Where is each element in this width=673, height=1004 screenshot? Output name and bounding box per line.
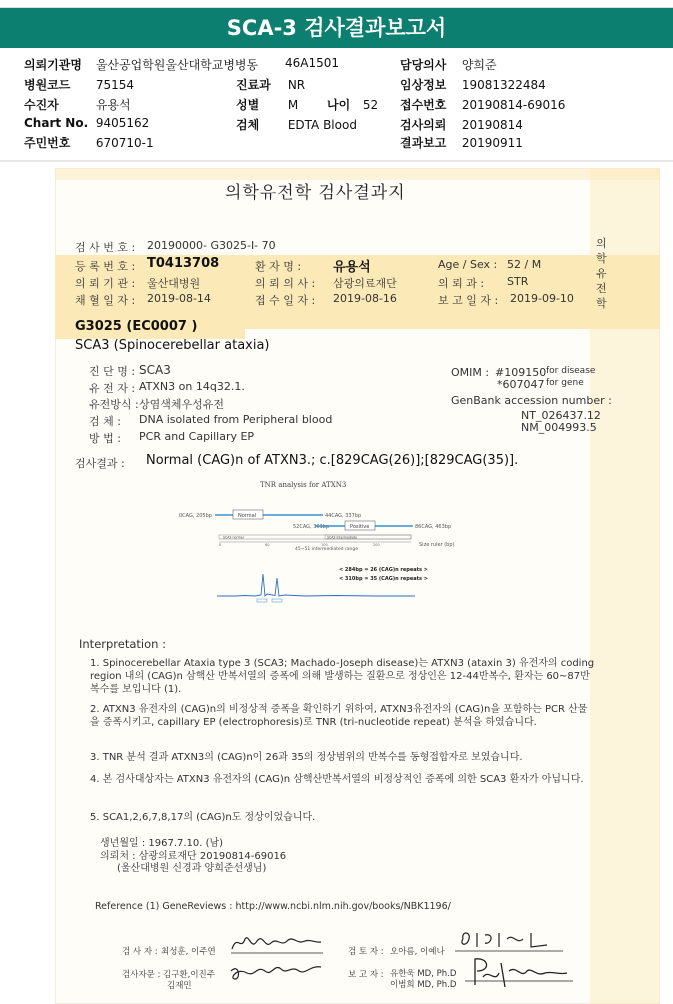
supervisor: 김구환,이진주 <box>163 970 215 980</box>
tick-1: 60 <box>265 543 270 547</box>
collect-date: 2019-08-14 <box>147 292 211 305</box>
doctor: 삼광의료재단 <box>333 277 397 290</box>
omim-label: OMIM : <box>451 366 490 379</box>
report-title: SCA-3 검사결과보고서 <box>0 8 673 48</box>
info-value: 20190911 <box>461 136 523 150</box>
side-vertical-text: 의학유전학 <box>596 237 607 310</box>
label-86: 86CAG, 463bp <box>415 524 452 530</box>
info-value: M <box>287 98 299 112</box>
label-44: 44CAG, 337bp <box>325 513 362 519</box>
reg-no-label: 등 록 번 호 : <box>75 260 136 273</box>
reviewer: 오아름, 이예나 <box>390 947 445 957</box>
info-receipt-no <box>400 96 565 113</box>
info-resident-no <box>24 134 154 151</box>
genbank-label: GenBank accession number : <box>451 394 612 407</box>
label-positive: Positive <box>350 524 370 530</box>
omim2-note: for gene <box>546 378 584 388</box>
patient-name: 유용석 <box>333 260 371 275</box>
peak1-marker <box>257 599 267 602</box>
info-clinical <box>400 76 546 93</box>
peak2-marker <box>272 599 282 602</box>
test-code: G3025 (EC0007 ) <box>75 319 198 334</box>
tick-0: 0 <box>219 543 222 547</box>
method: PCR and Capillary EP <box>139 430 255 443</box>
collect-label: 채 혈 일 자 : <box>75 294 136 307</box>
peak2-label: < 310bp = 35 (CAG)n repeats > <box>339 576 428 582</box>
info-value: 46A1501 <box>285 56 340 70</box>
tick-2: 100 <box>321 543 328 547</box>
info-value: 19081322484 <box>461 78 546 92</box>
reporter-signature <box>465 953 575 993</box>
dept-label: 의 뢰 과 : <box>438 277 485 290</box>
examiner-label: 검 사 자 : <box>122 947 158 957</box>
examiner-signature <box>227 929 327 957</box>
genbank1: NT_026437.12 <box>521 409 601 422</box>
tnr-figure <box>175 478 475 606</box>
info-age <box>327 96 378 113</box>
info-label: 접수번호 <box>400 98 447 112</box>
info-label: 검체 <box>236 118 260 132</box>
info-label: 담당의사 <box>400 58 447 72</box>
dx: SCA3 <box>139 363 171 377</box>
receive-date: 2019-08-16 <box>333 292 397 305</box>
info-label: 나이 <box>327 98 351 112</box>
gene: ATXN3 on 14q32.1. <box>139 380 245 393</box>
supervisor-2: 김재민 <box>167 981 192 991</box>
gene-label: 유 전 자 : <box>89 382 136 395</box>
info-hospital-code <box>24 76 134 93</box>
document-title: 의학유전학 검사결과지 <box>225 183 406 203</box>
info-value: 양희준 <box>461 58 497 72</box>
info-value: NR <box>287 78 306 92</box>
info-chart-no <box>24 116 149 130</box>
info-institution <box>24 56 258 73</box>
result-label: 검사결과 : <box>75 457 125 470</box>
omim1: #109150 <box>495 366 547 379</box>
supervisor-label: 검사자문 : <box>122 970 161 980</box>
birth-date: 생년월일 : 1967.7.10. (남) <box>100 838 224 849</box>
info-label: 검사의뢰 <box>400 118 447 132</box>
label-normal: Normal <box>238 513 257 519</box>
test-name: SCA3 (Spinocerebellar ataxia) <box>75 338 270 353</box>
tick-3: 200 <box>373 543 380 547</box>
info-report-date <box>400 134 523 151</box>
info-request-date <box>400 116 523 133</box>
omim1-note: for disease <box>546 366 596 376</box>
info-label: 병원코드 <box>24 78 71 92</box>
interpretation-item-3: 3. TNR 분석 결과 ATXN3의 (CAG)n이 26과 35의 정상범위의 반복수를 동형접합자로 보였습니다. <box>90 752 523 763</box>
info-value: 20190814-69016 <box>461 98 566 112</box>
divider <box>0 160 673 162</box>
examiner: 최성훈, 이주연 <box>161 947 216 957</box>
doctor-label: 의 뢰 의 사 : <box>255 277 316 290</box>
interpretation-item-2: 2. ATXN3 유전자의 (CAG)n의 비정상적 증폭을 확인하기 위하여, ATXN3유전자의 (CAG)n을 포함하는 PCR 산물을 증폭시키고, capillary EP (electrophoresis)로 TNR (tri-nucleotide repeat) 분석을 하였습니다. <box>90 704 588 728</box>
figure-title: TNR analysis for ATXN3 <box>260 481 347 489</box>
reference: Reference (1) GeneReviews : http://www.ncbi.nlm.nih.gov/books/NBK1196/ <box>95 901 451 912</box>
info-value: 52 <box>362 98 379 112</box>
label-0cag: 0CAG, 205bp <box>179 513 212 519</box>
info-label: Chart No. <box>24 116 89 130</box>
info-label: 임상정보 <box>400 78 447 92</box>
reporter-label: 보 고 자 : <box>348 970 384 980</box>
size-ruler-label: Size ruler (bp) <box>419 542 455 548</box>
info-label: 주민번호 <box>24 136 71 150</box>
label-52: 52CAG, 361bp <box>293 524 330 530</box>
report-date-label: 보 고 일 자 : <box>438 294 499 307</box>
reviewer-label: 검 토 자 : <box>348 947 384 957</box>
info-department <box>236 76 305 93</box>
interpretation-item-1: 1. Spinocerebellar Ataxia type 3 (SCA3; Machado-Joseph disease)는 ATXN3 (ataxin 3) 유전자의 coding region 내의 (CAG)n 삼핵산 반복서열의 증폭에 의해 발생하는 질환으로 정상인은 12-44반복수, 환자는 60~87반복수를 보입니다 (1). <box>90 658 595 695</box>
omim2: *607047 <box>497 378 545 391</box>
top-border <box>0 0 673 8</box>
info-value: 20190814 <box>461 118 523 132</box>
scanned-report <box>55 168 660 1004</box>
requester-detail: (울산대병원 신경과 양희준선생님) <box>117 863 267 874</box>
exam-no: 20190000- G3025-I- 70 <box>147 239 276 252</box>
interpretation-item-4: 4. 본 검사대상자는 ATXN3 유전자의 (CAG)n 삼핵산반복서열의 비정상적인 증폭에 의한 SCA3 환자가 아닙니다. <box>90 774 584 785</box>
inst-label: 의 뢰 기 관 : <box>75 277 136 290</box>
ruler-left-label: SCA3 normal <box>223 535 244 540</box>
info-value: 울산공업학원울산대학교병병동 <box>95 58 259 72</box>
dx-label: 진 단 명 : <box>89 365 136 378</box>
reporter-1: 유한욱 MD, Ph.D <box>390 969 457 979</box>
range-label: 45~51 intermediated range <box>295 547 358 552</box>
info-patient <box>24 96 131 113</box>
peak1-label: < 284bp = 26 (CAG)n repeats > <box>339 567 428 573</box>
genbank2: NM_004993.5 <box>521 421 597 434</box>
info-label: 의뢰기관명 <box>24 58 82 72</box>
info-value: 75154 <box>95 78 135 92</box>
ruler-mid-label: SCA3 intermediate <box>327 535 357 540</box>
specimen: DNA isolated from Peripheral blood <box>139 413 333 426</box>
info-doctor <box>400 56 497 73</box>
agesex: 52 / M <box>507 258 542 271</box>
requester: 의뢰처 : 삼광의료재단 20190814-69016 <box>100 851 287 862</box>
patient-label: 환 자 명 : <box>255 260 302 273</box>
info-label: 결과보고 <box>400 136 447 150</box>
info-ward <box>285 56 339 70</box>
info-value: 670710-1 <box>95 136 154 150</box>
supervisor-signature <box>227 957 327 987</box>
dept: STR <box>507 275 529 288</box>
inherit-label: 유전방식 : <box>89 398 139 411</box>
report-date: 2019-09-10 <box>510 292 574 305</box>
reg-no: T0413708 <box>147 256 220 271</box>
inherit: 상염색체우성유전 <box>139 398 225 411</box>
info-value: 유용석 <box>95 98 131 112</box>
exam-no-label: 검 사 번 호 : <box>75 241 136 254</box>
info-specimen <box>236 116 357 133</box>
inst: 울산대병원 <box>147 277 201 290</box>
result: Normal (CAG)n of ATXN3.; c.[829CAG(26)];[829CAG(35)]. <box>146 453 519 468</box>
info-label: 진료과 <box>236 78 271 92</box>
reporter-2: 이범희 MD, Ph.D <box>390 980 457 990</box>
agesex-label: Age / Sex : <box>438 258 498 271</box>
specimen-label: 검 체 : <box>89 415 121 428</box>
interpretation-heading: Interpretation : <box>79 637 166 651</box>
ruler-normal <box>219 535 411 539</box>
info-value: EDTA Blood <box>287 118 357 132</box>
interpretation-item-5: 5. SCA1,2,6,7,8,17의 (CAG)n도 정상이었습니다. <box>90 812 316 823</box>
info-label: 수진자 <box>24 98 59 112</box>
info-sex <box>236 96 298 113</box>
info-label: 성별 <box>236 98 260 112</box>
info-value: 9405162 <box>95 116 150 130</box>
receive-label: 접 수 일 자 : <box>255 294 316 307</box>
method-label: 방 법 : <box>89 432 121 445</box>
